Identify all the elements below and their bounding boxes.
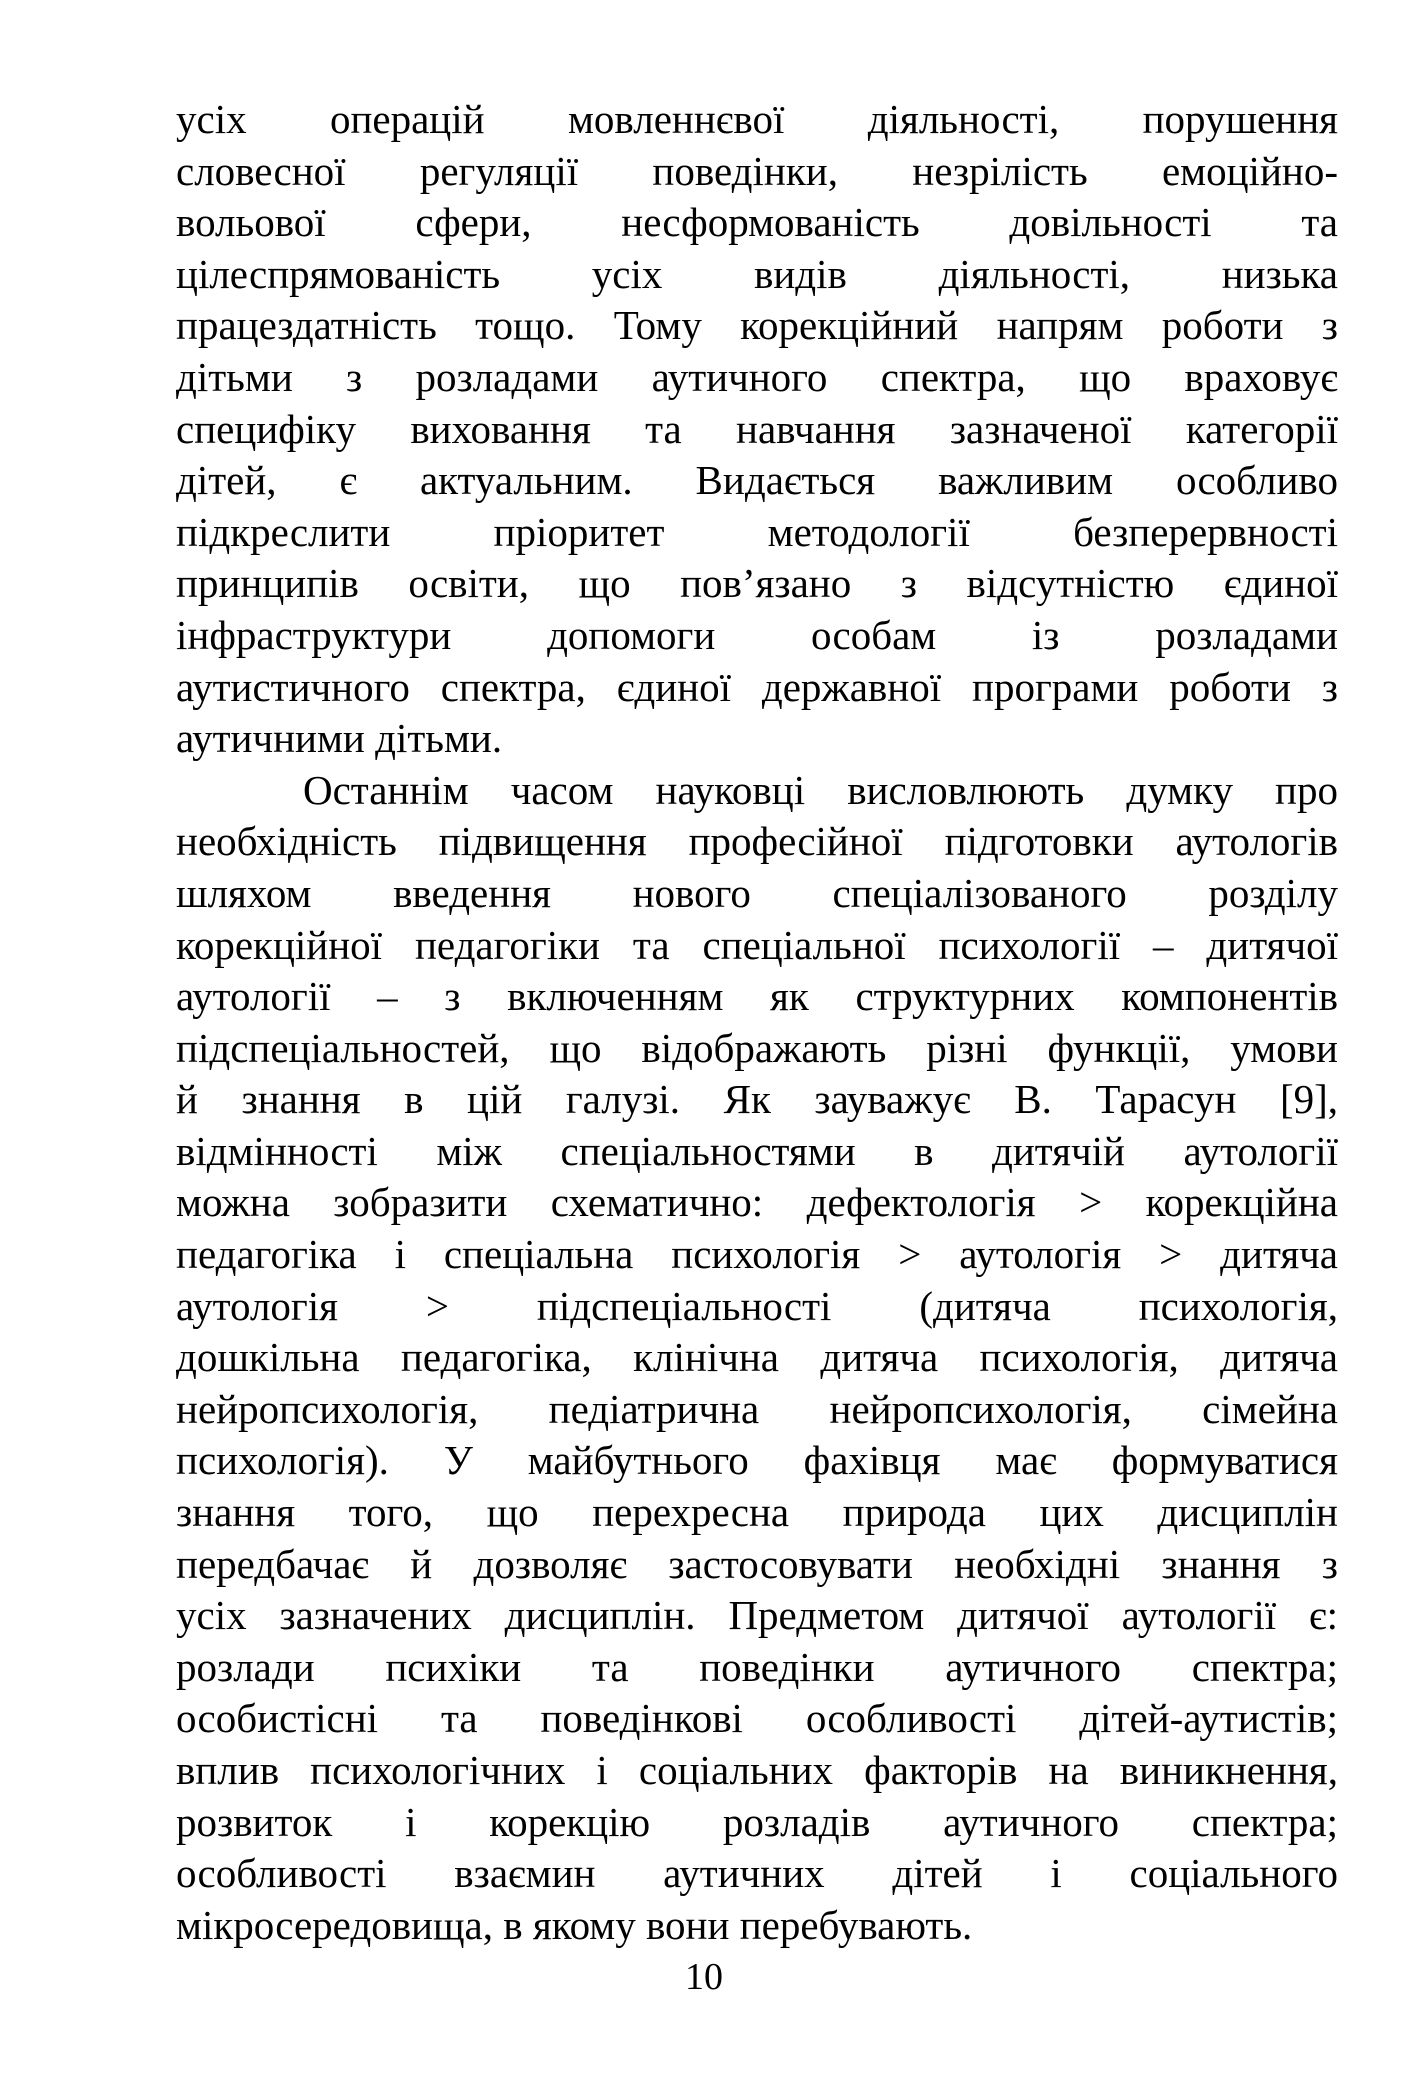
paragraph-1-line: вольової сфери, несформованість довільності та xyxy=(176,199,1338,246)
paragraph-2-line: необхідність підвищення професійної підготовки аутологів xyxy=(176,818,1338,865)
paragraph-2-line: вплив психологічних і соціальних факторів на виникнення, xyxy=(176,1747,1338,1793)
paragraph-2-line: усіх зазначених дисциплін. Предметом дитячої аутології є: xyxy=(176,1592,1338,1639)
paragraph-1-line: працездатність тощо. Тому корекційний напрям роботи з xyxy=(176,302,1338,349)
paragraph-2-line: Останнім часом науковці висловлюють думку про xyxy=(303,766,1338,813)
paragraph-1-line: аутистичного спектра, єдиної державної програми роботи з xyxy=(176,663,1338,710)
paragraph-2-line: знання того, що перехресна природа цих дисциплін xyxy=(176,1489,1338,1536)
paragraph-2-line: корекційної педагогіки та спеціальної психології – дитячої xyxy=(176,921,1338,968)
paragraph-1-line: інфраструктури допомоги особам із розладами xyxy=(176,611,1338,658)
paragraph-1-line: словесної регуляції поведінки, незрілість емоційно- xyxy=(176,147,1338,194)
paragraph-2-line: розвиток і корекцію розладів аутичного спектра; xyxy=(176,1798,1338,1845)
paragraph-2-line: можна зобразити схематично: дефектологія > корекційна xyxy=(176,1179,1338,1226)
body-text xyxy=(176,94,1338,1951)
paragraph-2-line: аутології – з включенням як структурних компонентів xyxy=(176,973,1338,1020)
paragraph-2-line: мікросередовища, в якому вони перебувають. xyxy=(176,1901,973,1948)
paragraph-2-line: психологія). У майбутнього фахівця має формуватися xyxy=(176,1437,1338,1484)
paragraph-2-line: підспеціальностей, що відображають різні функції, умови xyxy=(176,1024,1338,1071)
paragraph-2-line: аутологія > підспеціальності (дитяча психологія, xyxy=(176,1282,1338,1329)
paragraph-1-line: аутичними дітьми. xyxy=(176,715,503,762)
paragraph-2-line: шляхом введення нового спеціалізованого розділу xyxy=(176,869,1338,916)
paragraph-1-line: усіх операцій мовленнєвої діяльності, порушення xyxy=(176,96,1338,142)
paragraph-2-line: особливості взаємин аутичних дітей і соціального xyxy=(176,1850,1338,1897)
paragraph-1-line: дітьми з розладами аутичного спектра, що враховує xyxy=(176,353,1338,400)
paragraph-2-line: дошкільна педагогіка, клінічна дитяча психологія, дитяча xyxy=(176,1334,1338,1381)
paragraph-1-line: специфіку виховання та навчання зазначеної категорії xyxy=(176,405,1338,452)
page-number: 10 xyxy=(685,1956,723,1998)
paragraph-2-line: педагогіка і спеціальна психологія > аутологія > дитяча xyxy=(176,1231,1338,1278)
paragraph-2-line: й знання в цій галузі. Як зауважує В. Тарасун [9], xyxy=(176,1076,1338,1123)
paragraph-1-line: підкреслити пріоритет методології безперервності xyxy=(176,508,1338,555)
paragraph-1-line: цілеспрямованість усіх видів діяльності, низька xyxy=(176,250,1338,297)
paragraph-1-line: дітей, є актуальним. Видається важливим особливо xyxy=(176,457,1338,504)
paragraph-1-line: принципів освіти, що пов’язано з відсутністю єдиної xyxy=(176,560,1338,607)
paragraph-2-line: особистісні та поведінкові особливості дітей-аутистів; xyxy=(176,1695,1338,1742)
paragraph-2-line: відмінності між спеціальностями в дитячій аутології xyxy=(176,1127,1338,1174)
paragraph-2-line: нейропсихологія, педіатрична нейропсихологія, сімейна xyxy=(176,1385,1338,1432)
paragraph-2-line: розлади психіки та поведінки аутичного спектра; xyxy=(176,1643,1338,1690)
paragraph-2-line: передбачає й дозволяє застосовувати необхідні знання з xyxy=(176,1540,1338,1587)
